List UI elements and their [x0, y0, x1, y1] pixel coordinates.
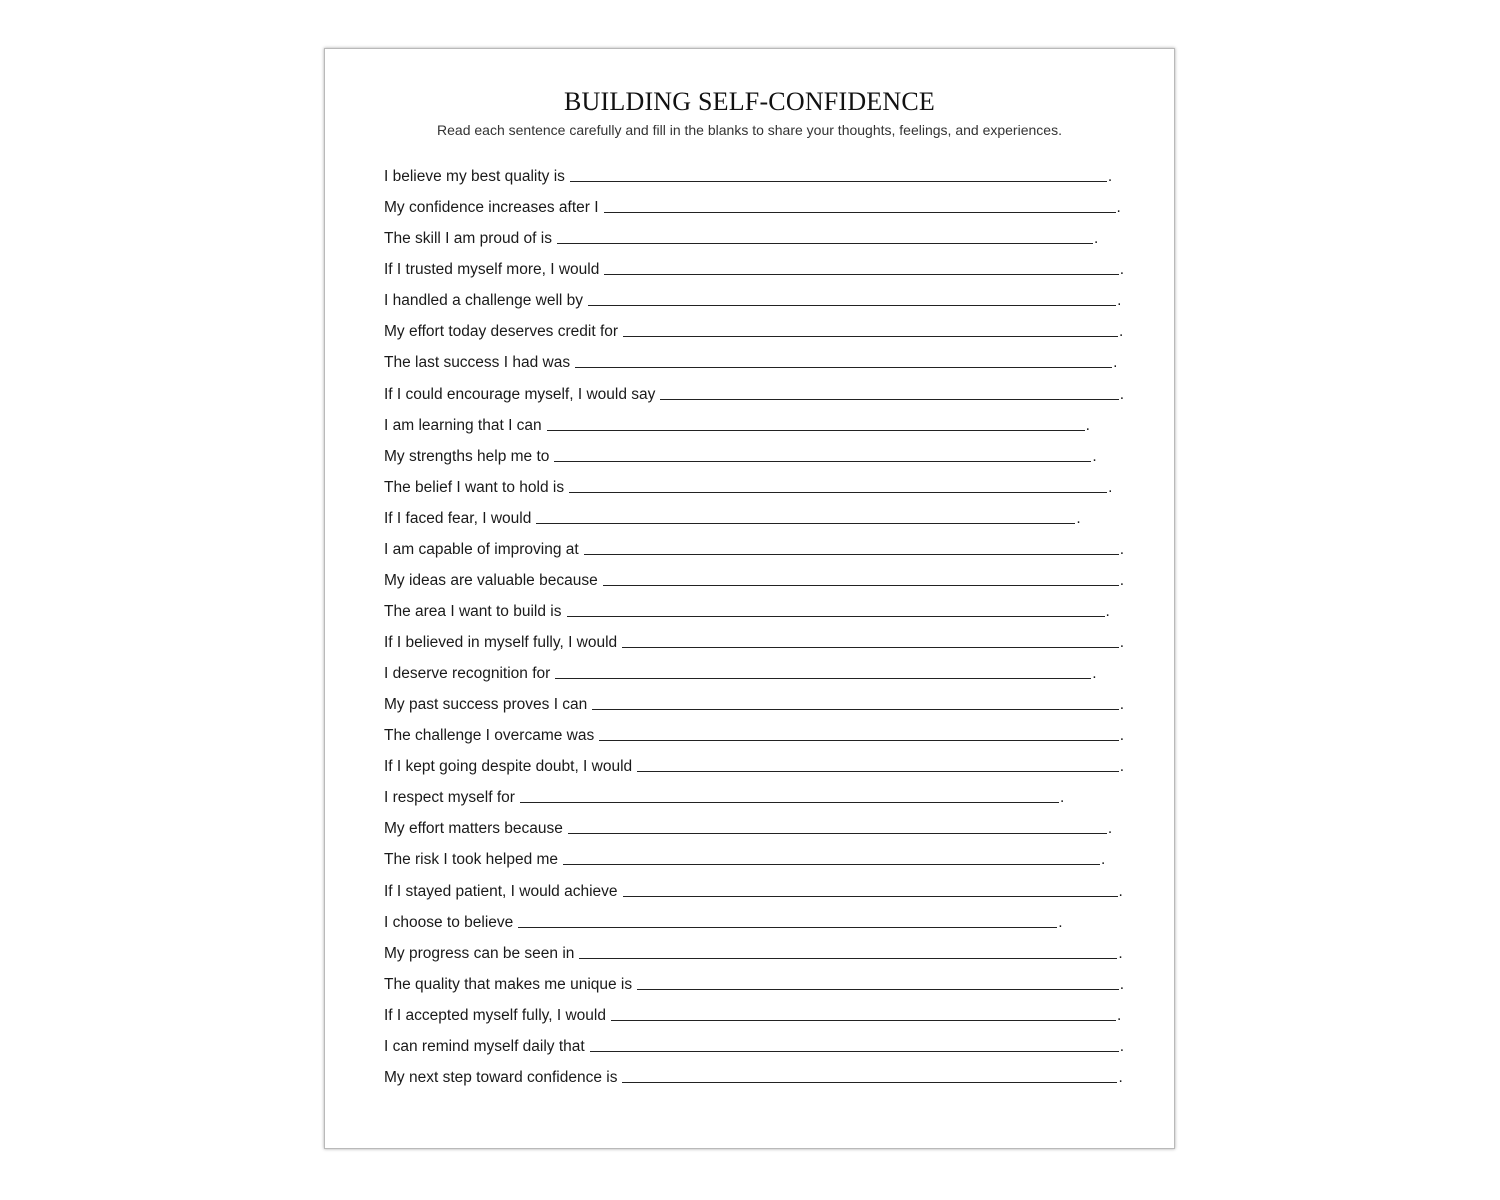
answer-blank[interactable]	[592, 709, 1118, 710]
prompt-row	[384, 279, 1124, 310]
prompt-row	[384, 217, 1124, 248]
prompt-row	[384, 248, 1124, 279]
prompt-row	[384, 186, 1124, 217]
answer-blank[interactable]	[622, 1082, 1117, 1083]
line-end-period: .	[1117, 292, 1122, 310]
prompt-row	[384, 776, 1124, 807]
line-end-period: .	[1058, 913, 1063, 931]
prompt-text: If I trusted myself more, I would	[384, 261, 600, 279]
answer-blank[interactable]	[603, 585, 1119, 586]
line-end-period: .	[1119, 975, 1124, 993]
answer-blank[interactable]	[557, 243, 1093, 244]
prompt-text: If I could encourage myself, I would say	[384, 385, 656, 403]
prompt-row	[384, 683, 1124, 714]
prompt-row	[384, 155, 1124, 186]
answer-blank[interactable]	[567, 616, 1105, 617]
line-end-period: .	[1108, 478, 1113, 496]
answer-blank[interactable]	[599, 740, 1118, 741]
prompt-text: If I kept going despite doubt, I would	[384, 758, 633, 776]
prompt-row	[384, 435, 1124, 466]
answer-blank[interactable]	[555, 678, 1091, 679]
prompt-row	[384, 528, 1124, 559]
line-end-period: .	[1107, 820, 1113, 838]
answer-blank[interactable]	[569, 492, 1107, 493]
prompt-text: I can remind myself daily that	[384, 1037, 585, 1055]
prompt-text: The risk I took helped me	[384, 851, 559, 869]
prompt-text: My next step toward confidence is	[384, 1068, 618, 1086]
prompt-text: The area I want to build is	[384, 602, 562, 620]
line-end-period: .	[1119, 634, 1124, 651]
prompt-text: My past success proves I can	[384, 696, 588, 714]
line-end-period: .	[1119, 696, 1124, 714]
prompt-row	[384, 963, 1124, 994]
answer-blank[interactable]	[660, 399, 1118, 400]
answer-blank[interactable]	[622, 647, 1119, 648]
prompt-text: My confidence increases after I	[384, 199, 599, 217]
prompt-text: My effort matters because	[384, 820, 563, 838]
line-end-period: .	[1119, 385, 1124, 403]
line-end-period: .	[1116, 1006, 1122, 1024]
prompt-row	[384, 559, 1124, 590]
prompt-row	[384, 901, 1124, 932]
prompt-text: My strengths help me to	[384, 447, 550, 465]
prompt-row	[384, 590, 1124, 621]
line-end-period: .	[1119, 571, 1124, 589]
prompt-text: If I accepted myself fully, I would	[384, 1006, 606, 1024]
line-end-period: .	[1118, 882, 1123, 900]
prompt-text: I am learning that I can	[384, 416, 542, 434]
prompt-row	[384, 404, 1124, 435]
answer-blank[interactable]	[584, 554, 1119, 555]
prompt-row	[384, 807, 1124, 838]
prompt-row	[384, 652, 1124, 683]
prompt-text: I respect myself for	[384, 789, 515, 807]
prompt-text: I am capable of improving at	[384, 540, 579, 558]
prompt-text: My effort today deserves credit for	[384, 323, 619, 341]
worksheet-instructions: Read each sentence carefully and fill in the blanks to share your thoughts, feelings, and experiences.	[437, 122, 1062, 138]
line-end-period: .	[1119, 323, 1124, 341]
prompt-text: My progress can be seen in	[384, 944, 575, 962]
line-end-period: .	[1118, 1068, 1123, 1086]
prompt-row	[384, 932, 1124, 963]
answer-blank[interactable]	[536, 523, 1075, 524]
line-end-period: .	[1059, 789, 1065, 807]
prompt-text: My ideas are valuable because	[384, 571, 598, 589]
prompt-text: I deserve recognition for	[384, 665, 551, 683]
answer-blank[interactable]	[604, 274, 1118, 275]
answer-blank[interactable]	[568, 833, 1107, 834]
answer-blank[interactable]	[575, 367, 1112, 368]
line-end-period: .	[1076, 509, 1081, 527]
prompt-text: I handled a challenge well by	[384, 292, 584, 310]
answer-blank[interactable]	[637, 771, 1119, 772]
prompt-row	[384, 497, 1124, 528]
line-end-period: .	[1119, 261, 1124, 279]
prompt-row	[384, 621, 1124, 652]
prompt-text: I believe my best quality is	[384, 168, 565, 186]
prompt-row	[384, 341, 1124, 372]
prompt-text: I choose to believe	[384, 913, 514, 931]
answer-blank[interactable]	[518, 927, 1057, 928]
answer-blank[interactable]	[579, 958, 1117, 959]
prompt-text: If I stayed patient, I would achieve	[384, 882, 618, 900]
line-end-period: .	[1119, 1037, 1124, 1055]
prompt-text: The last success I had was	[384, 354, 571, 372]
answer-blank[interactable]	[604, 212, 1116, 213]
prompt-text: The skill I am proud of is	[384, 230, 552, 248]
answer-blank[interactable]	[520, 802, 1059, 803]
line-end-period: .	[1093, 230, 1099, 248]
answer-blank[interactable]	[588, 305, 1116, 306]
prompt-row	[384, 310, 1124, 341]
prompt-list	[384, 155, 1124, 1087]
line-end-period: .	[1107, 168, 1113, 186]
line-end-period: .	[1105, 602, 1110, 620]
prompt-row	[384, 372, 1124, 403]
prompt-row	[384, 1056, 1124, 1087]
prompt-text: If I believed in myself fully, I would	[384, 634, 618, 651]
answer-blank[interactable]	[554, 461, 1091, 462]
answer-blank[interactable]	[623, 896, 1118, 897]
line-end-period: .	[1113, 354, 1118, 372]
prompt-row	[384, 745, 1124, 776]
line-end-period: .	[1119, 540, 1124, 558]
line-end-period: .	[1085, 416, 1090, 434]
line-end-period: .	[1119, 727, 1124, 745]
prompt-row	[384, 994, 1124, 1025]
prompt-text: The quality that makes me unique is	[384, 975, 633, 993]
answer-blank[interactable]	[563, 864, 1100, 865]
line-end-period: .	[1116, 199, 1121, 217]
line-end-period: .	[1118, 944, 1123, 962]
answer-blank[interactable]	[570, 181, 1107, 182]
prompt-text: The challenge I overcame was	[384, 727, 595, 745]
prompt-text: If I faced fear, I would	[384, 509, 532, 527]
prompt-text: The belief I want to hold is	[384, 478, 565, 496]
answer-blank[interactable]	[590, 1051, 1119, 1052]
worksheet-page	[324, 48, 1175, 1149]
prompt-row	[384, 1025, 1124, 1056]
prompt-row	[384, 466, 1124, 497]
line-end-period: .	[1092, 665, 1097, 683]
answer-blank[interactable]	[547, 430, 1085, 431]
line-end-period: .	[1101, 851, 1106, 869]
answer-blank[interactable]	[611, 1020, 1116, 1021]
worksheet-title: BUILDING SELF-CONFIDENCE	[564, 87, 935, 116]
answer-blank[interactable]	[623, 336, 1118, 337]
prompt-row	[384, 714, 1124, 745]
prompt-row	[384, 869, 1124, 900]
prompt-row	[384, 838, 1124, 869]
line-end-period: .	[1119, 758, 1124, 776]
answer-blank[interactable]	[637, 989, 1119, 990]
line-end-period: .	[1092, 447, 1097, 465]
